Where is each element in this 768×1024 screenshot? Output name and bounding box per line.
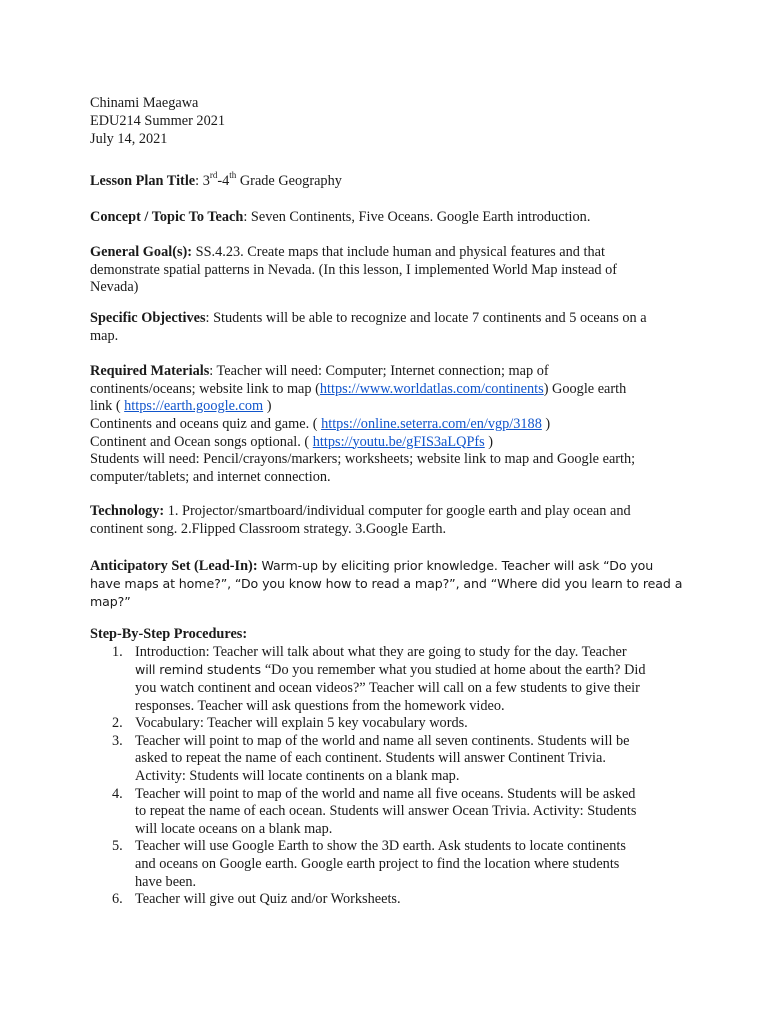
specific-objectives-line: map.	[90, 327, 119, 344]
procedures-label: Step-By-Step Procedures:	[90, 626, 248, 643]
list-item	[90, 715, 690, 733]
grade-a-suffix: rd	[209, 170, 218, 181]
list-number: 1.	[112, 643, 123, 660]
lesson-title-sep: :	[195, 173, 203, 189]
list-number: 5.	[112, 838, 123, 855]
lesson-title	[90, 170, 690, 191]
materials-line: )	[484, 433, 494, 450]
general-goal-line: demonstrate spatial patterns in Nevada. (In this lesson, I implemented World Map instead of	[90, 261, 618, 278]
materials-line: )	[541, 415, 551, 432]
list-item-line: responses. Teacher will ask questions from the homework video.	[135, 697, 505, 714]
concept-label: Concept / Topic To Teach	[90, 208, 244, 225]
list-item-line: Teacher will use Google Earth to show the 3D earth. Ask students to locate continents	[135, 838, 626, 855]
google-earth-link[interactable]: https://earth.google.com	[124, 398, 264, 415]
technology-label: Technology:	[90, 503, 165, 520]
list-number: 6.	[112, 891, 123, 908]
materials-line: : Teacher will need: Computer; Internet connection; map of	[209, 363, 549, 380]
materials-line: Continent and Ocean songs optional. (	[90, 433, 313, 450]
materials-line: computer/tablets; and internet connection.	[90, 468, 331, 485]
technology-line: continent song. 2.Flipped Classroom strategy. 3.Google Earth.	[90, 520, 447, 537]
list-item	[90, 733, 690, 786]
list-item-line: Teacher will point to map of the world and name all seven continents. Students will be	[135, 732, 630, 749]
procedures-list	[90, 644, 690, 909]
technology-section	[90, 503, 690, 538]
list-item-line: asked to repeat the name of each continent. Students will answer Continent Trivia.	[135, 750, 606, 767]
materials-line: ) Google earth	[543, 380, 627, 397]
materials-line: Students will need: Pencil/crayons/markers; worksheets; website link to map and Google earth;	[90, 451, 636, 468]
specific-objectives-section	[90, 310, 690, 345]
list-number: 4.	[112, 785, 123, 802]
list-item-line: Teacher will give out Quiz and/or Worksheets.	[135, 891, 401, 908]
materials-line: )	[263, 398, 272, 415]
general-goal-line: Nevada)	[90, 279, 139, 296]
procedures-section	[90, 626, 690, 909]
grade-b: -4	[217, 173, 230, 189]
list-item-line: you watch continent and ocean videos?” Teacher will call on a few students to give their	[135, 680, 640, 697]
list-item-line: will remind students	[135, 662, 265, 678]
list-number: 2.	[112, 715, 123, 732]
seterra-link[interactable]: https://online.seterra.com/en/vgp/3188	[321, 415, 542, 432]
youtube-link[interactable]: https://youtu.be/gFIS3aLQPfs	[312, 433, 485, 450]
anticipatory-line: map?”	[90, 593, 131, 609]
general-goal-section	[90, 244, 690, 297]
grade-a: 3	[202, 173, 210, 189]
list-item	[90, 786, 690, 839]
list-item-line: Activity: Students will locate continents on a blank map.	[135, 768, 460, 785]
lesson-title-label: Lesson Plan Title	[90, 173, 196, 189]
concept-text: : Seven Continents, Five Oceans. Google Earth introduction.	[243, 208, 591, 225]
specific-objectives-line: : Students will be able to recognize and locate 7 continents and 5 oceans on a	[205, 309, 647, 326]
general-goal-label: General Goal(s):	[90, 244, 193, 261]
anticipatory-line: have maps at home?”, “Do you know how to read a map?”, and “Where did you learn to read a	[90, 576, 683, 592]
materials-label: Required Materials	[90, 363, 210, 380]
author-name: Chinami Maegawa	[90, 95, 199, 111]
anticipatory-line: Warm-up by eliciting prior knowledge. Teacher will ask “Do you	[257, 557, 654, 573]
list-item	[90, 891, 690, 909]
concept-section	[90, 209, 690, 227]
list-item-line: Vocabulary: Teacher will explain 5 key vocabulary words.	[135, 715, 468, 732]
list-item	[90, 838, 690, 891]
list-item-line: have been.	[135, 873, 197, 890]
list-item-line: will locate oceans on a blank map.	[135, 820, 333, 837]
materials-line: link (	[90, 398, 125, 415]
materials-section	[90, 363, 690, 486]
worldatlas-link[interactable]: https://www.worldatlas.com/continents	[319, 380, 544, 397]
anticipatory-section	[90, 557, 690, 611]
specific-objectives-label: Specific Objectives	[90, 309, 206, 326]
course-name: EDU214 Summer 2021	[90, 113, 226, 129]
author-header	[90, 94, 690, 148]
technology-line: 1. Projector/smartboard/individual computer for google earth and play ocean and	[164, 503, 631, 520]
materials-line: Continents and oceans quiz and game. (	[90, 415, 322, 432]
anticipatory-label: Anticipatory Set (Lead-In):	[90, 557, 258, 574]
grade-b-suffix: th	[229, 170, 237, 181]
list-item-line: and oceans on Google earth. Google earth project to find the location where students	[135, 856, 620, 872]
lesson-plan-document	[90, 94, 690, 909]
lesson-title-text: Grade Geography	[236, 173, 342, 189]
document-date: July 14, 2021	[90, 131, 168, 147]
list-item-line: Introduction: Teacher will talk about what they are going to study for the day. Teacher	[135, 643, 627, 660]
list-item-line: Teacher will point to map of the world and name all five oceans. Students will be asked	[135, 785, 636, 802]
general-goal-line: SS.4.23. Create maps that include human and physical features and that	[192, 244, 605, 261]
list-item	[90, 644, 690, 715]
list-item-line: to repeat the name of each ocean. Students will answer Ocean Trivia. Activity: Students	[135, 803, 637, 820]
materials-line: continents/oceans; website link to map (	[90, 380, 320, 397]
list-number: 3.	[112, 732, 123, 749]
list-item-line: “Do you remember what you studied at home about the earth? Did	[264, 662, 646, 679]
